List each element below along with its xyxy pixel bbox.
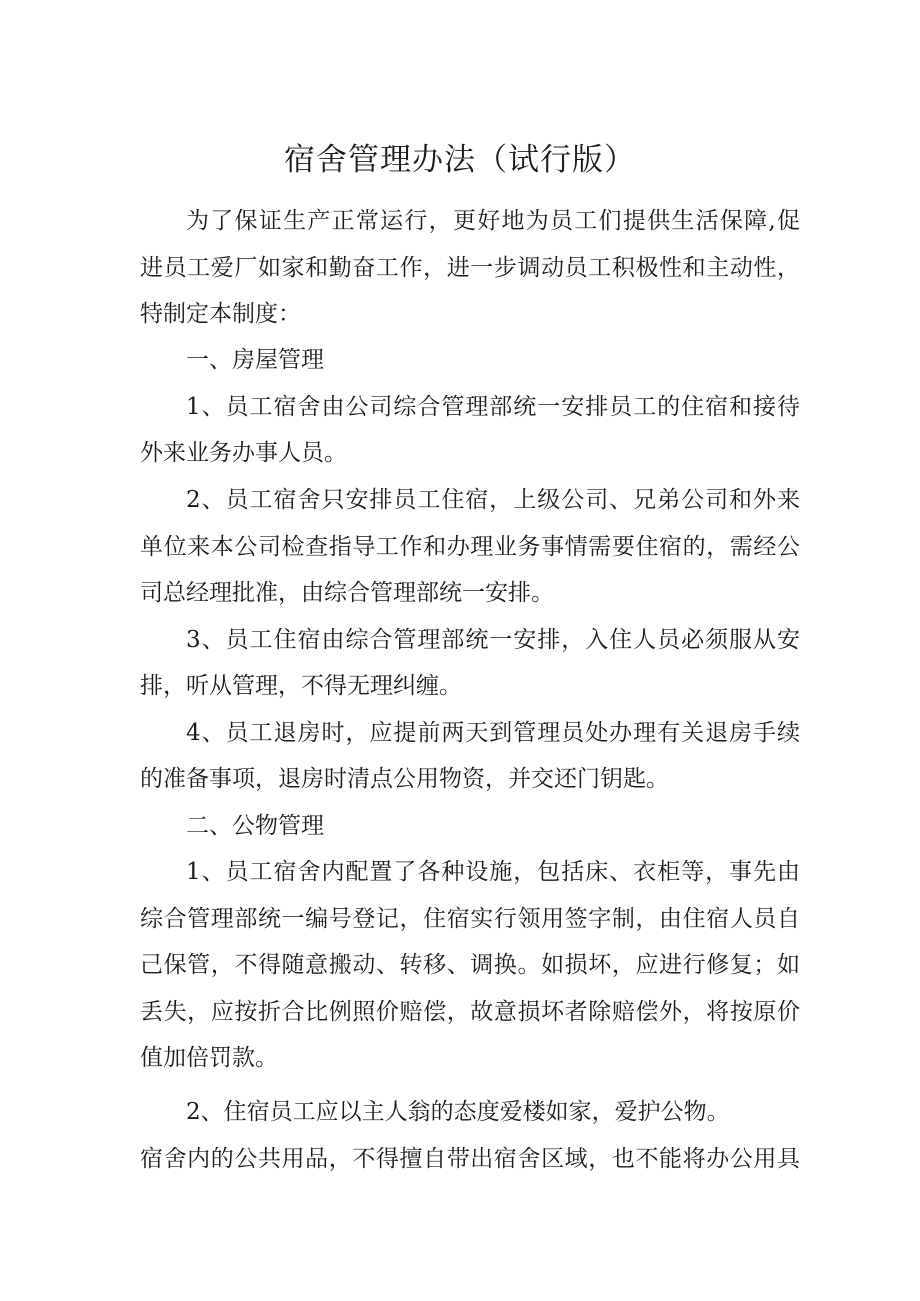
body-line: 3、员工住宿由综合管理部统一安排，入住人员必须服从安 — [186, 627, 800, 653]
body-line: 排，听从管理，不得无理纠缠。 — [140, 673, 462, 699]
body-line: 1、员工宿舍内配置了各种设施，包括床、衣柜等，事先由 — [186, 859, 800, 885]
body-line: 的准备事项，退房时清点公用物资，并交还门钥匙。 — [140, 766, 669, 792]
body-line: 1、员工宿舍由公司综合管理部统一安排员工的住宿和接待 — [186, 394, 800, 420]
body-line: 宿舍内的公共用品，不得擅自带出宿舍区域，也不能将办公用具 — [140, 1146, 800, 1172]
body-line: 外来业务办事人员。 — [140, 440, 347, 466]
body-line: 综合管理部统一编号登记，住宿实行领用签字制，由住宿人员自 — [140, 906, 800, 932]
section-heading: 二、公物管理 — [186, 813, 324, 839]
body-line: 2、员工宿舍只安排员工住宿，上级公司、兄弟公司和外来 — [186, 487, 800, 513]
body-line: 司总经理批准，由综合管理部统一安排。 — [140, 580, 554, 606]
body-line: 为了保证生产正常运行，更好地为员工们提供生活保障,促 — [186, 208, 800, 234]
document-title: 宿舍管理办法（试行版） — [284, 142, 636, 178]
body-line: 特制定本制度： — [140, 301, 301, 327]
body-line: 2、住宿员工应以主人翁的态度爱楼如家，爱护公物。 — [186, 1099, 730, 1125]
body-line: 己保管，不得随意搬动、转移、调换。如损坏，应进行修复；如 — [140, 952, 800, 978]
section-heading: 一、房屋管理 — [186, 347, 324, 373]
body-line: 进员工爱厂如家和勤奋工作，进一步调动员工积极性和主动性， — [140, 255, 800, 281]
body-line: 丢失，应按折合比例照价赔偿，故意损坏者除赔偿外，将按原价 — [140, 999, 800, 1025]
body-line: 值加倍罚款。 — [140, 1045, 278, 1071]
body-line: 单位来本公司检查指导工作和办理业务事情需要住宿的，需经公 — [140, 534, 800, 560]
body-line: 4、员工退房时，应提前两天到管理员处办理有关退房手续 — [186, 720, 800, 746]
